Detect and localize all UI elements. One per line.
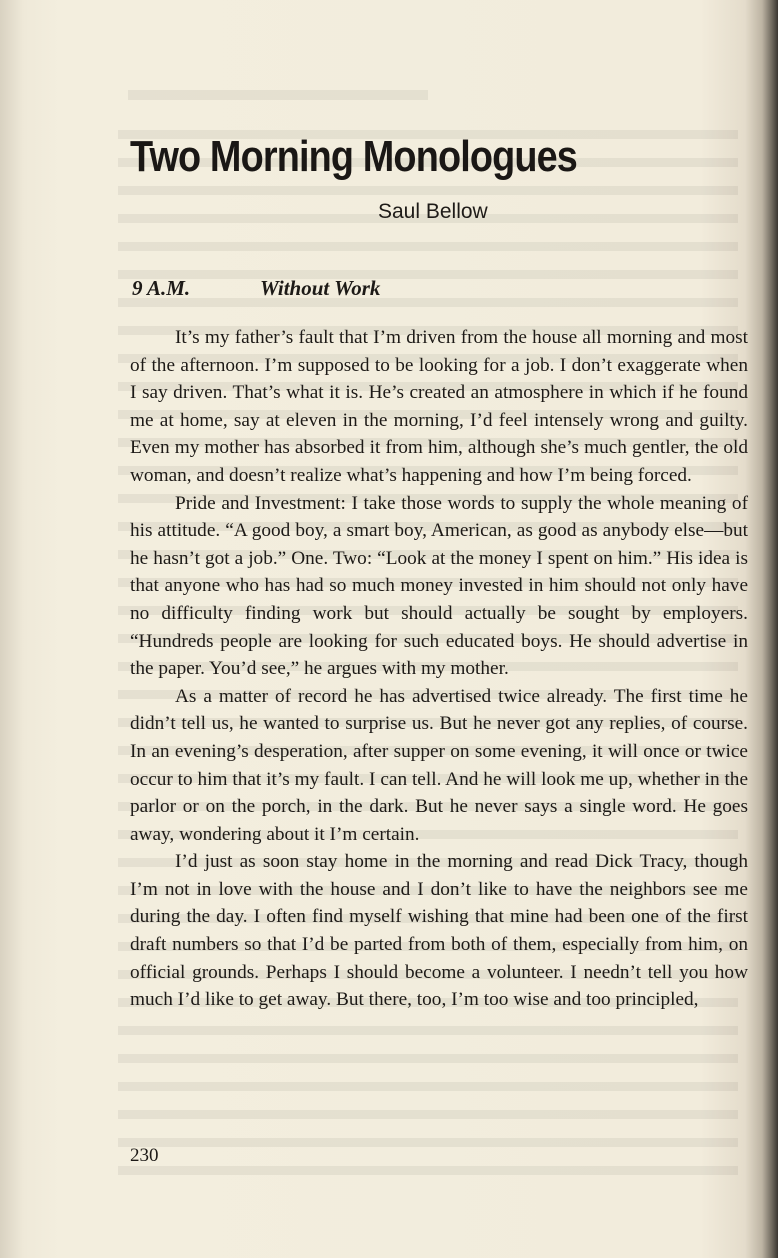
section-time: 9 A.M. xyxy=(132,276,191,300)
paragraph: As a matter of record he has advertised twice already. The first time he didn’t tell us, he wanted to surprise us. But he never got any replies, of course. In an evening’s desperation, after supper on some evening, it will once or twice occur to him that it’s my fault. I can tell. And he will look me up, whether in the parlor or on the porch, in the dark. But he never says a single word. He goes away, wondering about it I’m certain. xyxy=(130,685,748,845)
author-name: Saul Bellow xyxy=(378,200,488,223)
paragraph: It’s my father’s fault that I’m driven from the house all morning and most of the afternoon. I’m supposed to be looking for a job. I don’t exaggerate when I say driven. That’s what it is. He’s created an atmosphere in which if he found me at home, say at eleven in the morning, I’d feel intensely wrong and guilty. Even my mother has absorbed it from him, although she’s much gentler, the old woman, and doesn’t realize what’s happening and how I’m being forced. xyxy=(130,327,748,486)
page-title: Two Morning Monologues xyxy=(130,132,577,181)
section-title: Without Work xyxy=(260,276,381,300)
section-heading xyxy=(132,276,380,301)
body-text xyxy=(130,324,748,1014)
paragraph: Pride and Investment: I take those words to supply the whole meaning of his attitude. “A good boy, a smart boy, American, as good as anybody else—but he hasn’t got a job.” One. Two: “Look at the money I spent on him.” His idea is that anyone who has had so much money invested in him should not only have no difficulty finding work but should actually be sought by employers. “Hundreds people are looking for such educated boys. He should advertise in the paper. You’d see,” he argues with my mother. xyxy=(130,492,748,680)
page-number: 230 xyxy=(130,1145,159,1166)
paragraph: I’d just as soon stay home in the morning and read Dick Tracy, though I’m not in love with the house and I don’t like to have the neighbors see me during the day. I often find myself wishing that mine had been one of the first draft numbers so that I’d be parted from both of them, especially from him, on official grounds. Perhaps I should become a volunteer. I needn’t tell you how much I’d like to get away. But there, too, I’m too wise and too principled, xyxy=(130,851,748,1011)
